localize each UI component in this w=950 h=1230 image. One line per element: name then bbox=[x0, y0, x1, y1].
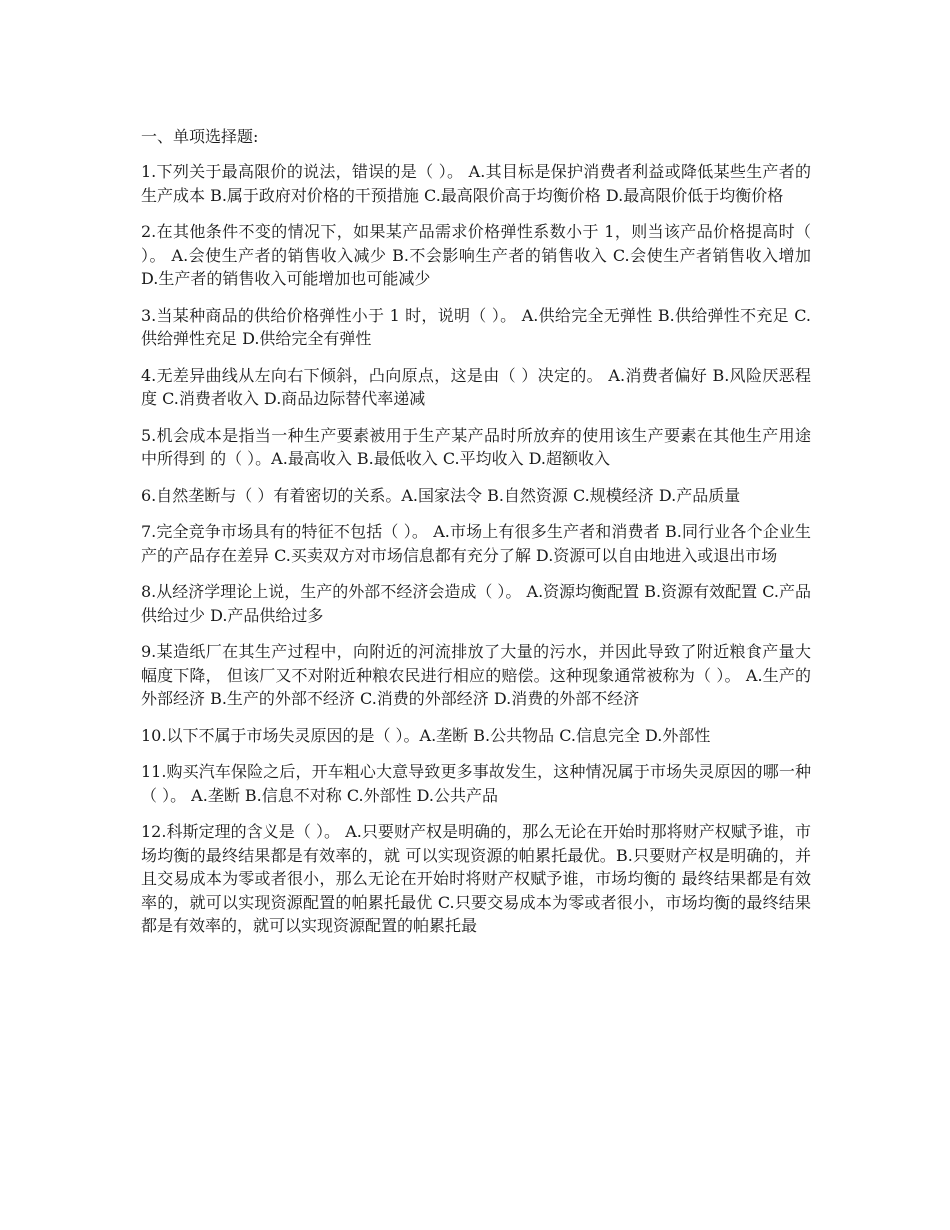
question-3: 3.当某种商品的供给价格弹性小于 1 时，说明（ ）。 A.供给完全无弹性 B.供给弹性不充足 C.供给弹性充足 D.供给完全有弹性 bbox=[141, 305, 811, 348]
section-title: 一、单项选择题: bbox=[141, 127, 259, 146]
question-12: 12.科斯定理的含义是（ ）。 A.只要财产权是明确的，那么无论在开始时那将财产权赋予谁，市场均衡的最终结果都是有效率的，就 可以实现资源的帕累托最优。B.只要财产权是明确的，并且交易成本为零或者很小，那么无论在开始时将财产权赋予谁，市场均衡的 最终结果都是有效率的，就可以实现资源配置的帕累托最优 C.只要交易成本为零或者很小，市场均衡的最终结果都是有效率的，就可以实现资源配置的帕累托最 bbox=[141, 822, 811, 935]
question-2: 2.在其他条件不变的情况下，如果某产品需求价格弹性系数小于 1，则当该产品价格提高时（ ）。 A.会使生产者的销售收入减少 B.不会影响生产者的销售收入 C.会使生产者销售收入增加 D.生产者的销售收入可能增加也可能减少 bbox=[141, 222, 811, 288]
question-5: 5.机会成本是指当一种生产要素被用于生产某产品时所放弃的使用该生产要素在其他生产用途中所得到 的（ ）。A.最高收入 B.最低收入 C.平均收入 D.超额收入 bbox=[141, 425, 811, 468]
document-page bbox=[141, 126, 811, 951]
question-1: 1.下列关于最高限价的说法，错误的是（ ）。 A.其目标是保护消费者利益或降低某些生产者的生产成本 B.属于政府对价格的干预措施 C.最高限价高于均衡价格 D.最高限价低于均衡价格 bbox=[141, 162, 811, 205]
question-4: 4.无差异曲线从左向右下倾斜，凸向原点，这是由（ ）决定的。 A.消费者偏好 B.风险厌恶程度 C.消费者收入 D.商品边际替代率递减 bbox=[141, 365, 811, 408]
question-10: 10.以下不属于市场失灵原因的是（ ）。A.垄断 B.公共物品 C.信息完全 D.外部性 bbox=[141, 725, 711, 745]
question-11: 11.购买汽车保险之后，开车粗心大意导致更多事故发生，这种情况属于市场失灵原因的哪一种（ ）。 A.垄断 B.信息不对称 C.外部性 D.公共产品 bbox=[141, 762, 811, 805]
question-9: 9.某造纸厂在其生产过程中，向附近的河流排放了大量的污水，并因此导致了附近粮食产量大幅度下降， 但该厂又不对附近种粮农民进行相应的赔偿。这种现象通常被称为（ ）。 A.生产的外部经济 B.生产的外部不经济 C.消费的外部经济 D.消费的外部不经济 bbox=[141, 642, 811, 708]
question-6: 6.自然垄断与（ ）有着密切的关系。A.国家法令 B.自然资源 C.规模经济 D.产品质量 bbox=[141, 485, 741, 505]
question-7: 7.完全竞争市场具有的特征不包括（ ）。 A.市场上有很多生产者和消费者 B.同行业各个企业生产的产品存在差异 C.买卖双方对市场信息都有充分了解 D.资源可以自由地进入或退出市场 bbox=[141, 522, 811, 565]
question-8: 8.从经济学理论上说，生产的外部不经济会造成（ ）。 A.资源均衡配置 B.资源有效配置 C.产品供给过少 D.产品供给过多 bbox=[141, 582, 811, 625]
